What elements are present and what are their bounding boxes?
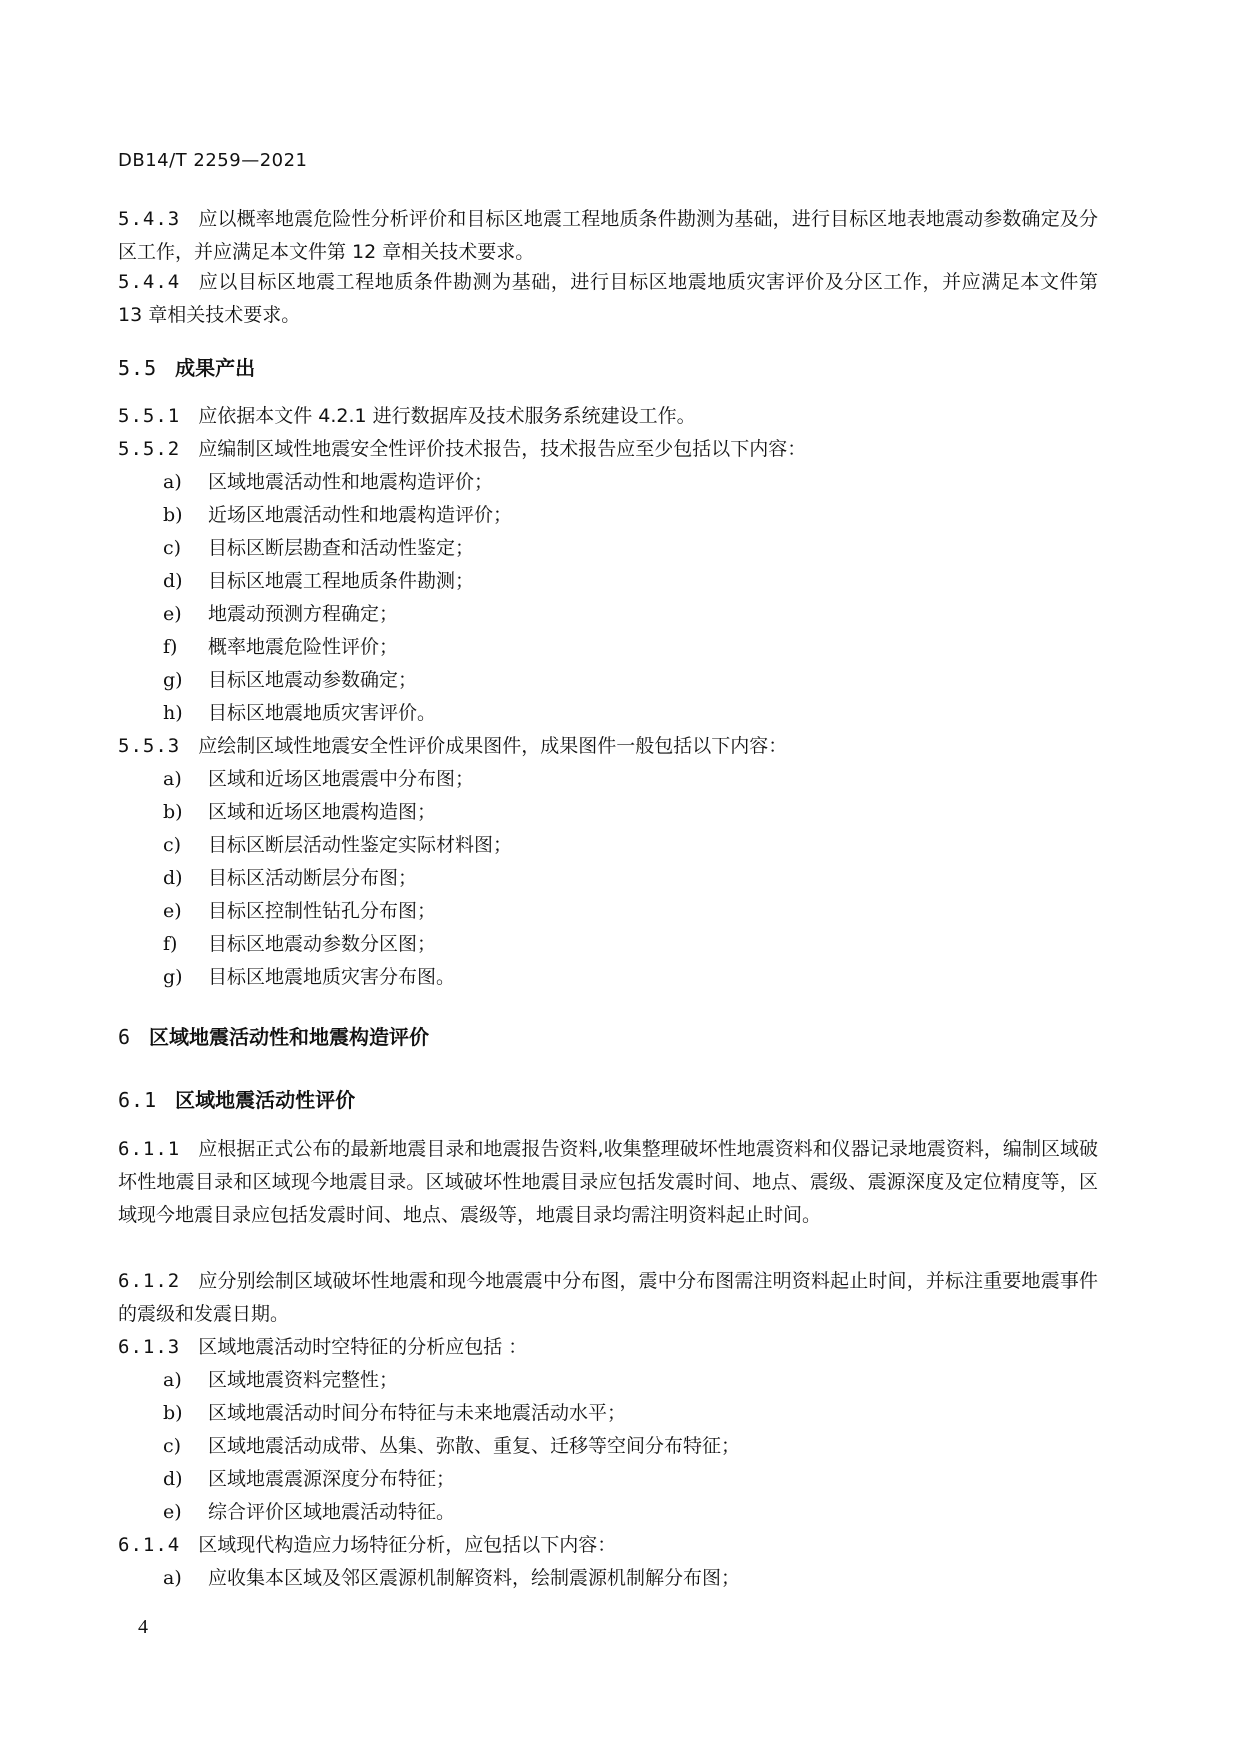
list-text: 区域地震活动时间分布特征与未来地震活动水平； <box>208 1402 627 1424</box>
list-item <box>163 1364 398 1397</box>
section-number: 5.5 <box>118 356 158 380</box>
list-text: 区域地震震源深度分布特征； <box>208 1468 456 1490</box>
list-item <box>163 829 512 862</box>
document-header: DB14/T 2259—2021 <box>118 150 308 171</box>
list-marker: b) <box>163 504 183 526</box>
list-marker: d) <box>163 867 183 889</box>
clause-number: 5.5.1 <box>118 405 181 427</box>
list-item <box>163 697 436 730</box>
section-title: 区域地震活动性评价 <box>175 1088 356 1112</box>
list-marker: b) <box>163 801 183 823</box>
list-item <box>163 532 474 565</box>
page-number: 4 <box>138 1616 148 1638</box>
list-item <box>163 763 474 796</box>
section-heading-6 <box>118 1021 429 1050</box>
clause-text: 应分别绘制区域破坏性地震和现今地震震中分布图，震中分布图需注明资料起止时间，并标注重要地震事件的震级和发震日期。 <box>118 1270 1098 1325</box>
clause-number: 6.1.1 <box>118 1138 181 1160</box>
list-item <box>163 862 417 895</box>
list-marker: e) <box>163 900 182 922</box>
list-item <box>163 565 474 598</box>
list-item <box>163 664 417 697</box>
list-text: 目标区控制性钻孔分布图； <box>208 900 437 922</box>
clause-6-1-4 <box>118 1529 1098 1562</box>
list-text: 目标区地震动参数分区图； <box>208 933 437 955</box>
list-marker: a) <box>163 471 182 493</box>
list-text: 目标区断层勘查和活动性鉴定； <box>208 537 475 559</box>
clause-5-5-2 <box>118 433 1098 466</box>
list-marker: e) <box>163 1501 182 1523</box>
section-heading-5-5 <box>118 352 255 381</box>
list-item <box>163 961 455 994</box>
list-item <box>163 895 436 928</box>
clause-5-4-3 <box>118 203 1098 269</box>
clause-text: 应依据本文件 4.2.1 进行数据库及技术服务系统建设工作。 <box>198 405 696 427</box>
list-marker: h) <box>163 702 183 724</box>
list-marker: a) <box>163 1567 182 1589</box>
list-item <box>163 466 493 499</box>
clause-text: 应以目标区地震工程地质条件勘测为基础，进行目标区地震地质灾害评价及分区工作，并应满足本文件第 13 章相关技术要求。 <box>118 271 1098 326</box>
clause-number: 6.1.3 <box>118 1336 181 1358</box>
list-text: 地震动预测方程确定； <box>208 603 399 625</box>
clause-text: 应编制区域性地震安全性评价技术报告，技术报告应至少包括以下内容： <box>198 438 807 460</box>
list-item <box>163 598 398 631</box>
clause-number: 5.5.3 <box>118 735 181 757</box>
list-text: 区域地震活动成带、丛集、弥散、重复、迁移等空间分布特征； <box>208 1435 741 1457</box>
clause-text: 应根据正式公布的最新地震目录和地震报告资料,收集整理破坏性地震资料和仪器记录地震资料，编制区域破坏性地震目录和区域现今地震目录。区域破坏性地震目录应包括发震时间、地点、震级、震源深度及定位精度等，区域现今地震目录应包括发震时间、地点、震级等，地震目录均需注明资料起止时间。 <box>118 1138 1098 1226</box>
clause-number: 5.4.4 <box>118 271 181 293</box>
list-text: 目标区地震地质灾害分布图。 <box>208 966 456 988</box>
clause-5-5-3 <box>118 730 1098 763</box>
clause-6-1-3 <box>118 1331 1098 1364</box>
list-marker: c) <box>163 537 182 559</box>
list-marker: d) <box>163 570 183 592</box>
clause-number: 5.4.3 <box>118 208 181 230</box>
clause-6-1-1 <box>118 1133 1098 1232</box>
clause-number: 6.1.2 <box>118 1270 181 1292</box>
clause-5-5-1 <box>118 400 1098 433</box>
list-text: 目标区地震工程地质条件勘测； <box>208 570 475 592</box>
list-marker: c) <box>163 834 182 856</box>
clause-text: 应以概率地震危险性分析评价和目标区地震工程地质条件勘测为基础，进行目标区地表地震动参数确定及分区工作，并应满足本文件第 12 章相关技术要求。 <box>118 208 1098 263</box>
list-item <box>163 499 512 532</box>
list-text: 区域和近场区地震构造图； <box>208 801 437 823</box>
section-number: 6.1 <box>118 1088 158 1112</box>
list-marker: f) <box>163 933 178 955</box>
list-text: 区域和近场区地震震中分布图； <box>208 768 475 790</box>
list-marker: e) <box>163 603 182 625</box>
clause-text: 应绘制区域性地震安全性评价成果图件，成果图件一般包括以下内容： <box>198 735 788 757</box>
list-marker: a) <box>163 768 182 790</box>
clause-5-4-4 <box>118 266 1098 332</box>
list-text: 近场区地震活动性和地震构造评价； <box>208 504 513 526</box>
list-marker: b) <box>163 1402 183 1424</box>
list-item <box>163 796 436 829</box>
list-text: 目标区活动断层分布图； <box>208 867 418 889</box>
list-text: 目标区地震动参数确定； <box>208 669 418 691</box>
list-marker: g) <box>163 966 183 988</box>
list-item <box>163 928 436 961</box>
list-marker: d) <box>163 1468 183 1490</box>
clause-text: 区域地震活动时空特征的分析应包括 ： <box>198 1336 528 1358</box>
section-heading-6-1 <box>118 1084 355 1113</box>
section-title: 区域地震活动性和地震构造评价 <box>149 1025 430 1049</box>
list-marker: c) <box>163 1435 182 1457</box>
clause-number: 5.5.2 <box>118 438 181 460</box>
section-title: 成果产出 <box>175 356 256 380</box>
list-text: 概率地震危险性评价； <box>208 636 399 658</box>
list-text: 应收集本区域及邻区震源机制解资料，绘制震源机制解分布图； <box>208 1567 741 1589</box>
list-item <box>163 631 398 664</box>
clause-number: 6.1.4 <box>118 1534 181 1556</box>
list-text: 目标区地震地质灾害评价。 <box>208 702 437 724</box>
list-text: 区域地震资料完整性； <box>208 1369 399 1391</box>
list-text: 综合评价区域地震活动特征。 <box>208 1501 456 1523</box>
clause-text: 区域现代构造应力场特征分析，应包括以下内容： <box>198 1534 617 1556</box>
list-item <box>163 1397 626 1430</box>
list-marker: f) <box>163 636 178 658</box>
list-item <box>163 1496 455 1529</box>
clause-6-1-2 <box>118 1265 1098 1331</box>
list-item <box>163 1463 455 1496</box>
list-marker: a) <box>163 1369 182 1391</box>
list-item <box>163 1562 740 1595</box>
list-text: 区域地震活动性和地震构造评价； <box>208 471 494 493</box>
list-item <box>163 1430 740 1463</box>
list-marker: g) <box>163 669 183 691</box>
section-number: 6 <box>118 1025 132 1049</box>
list-text: 目标区断层活动性鉴定实际材料图； <box>208 834 513 856</box>
